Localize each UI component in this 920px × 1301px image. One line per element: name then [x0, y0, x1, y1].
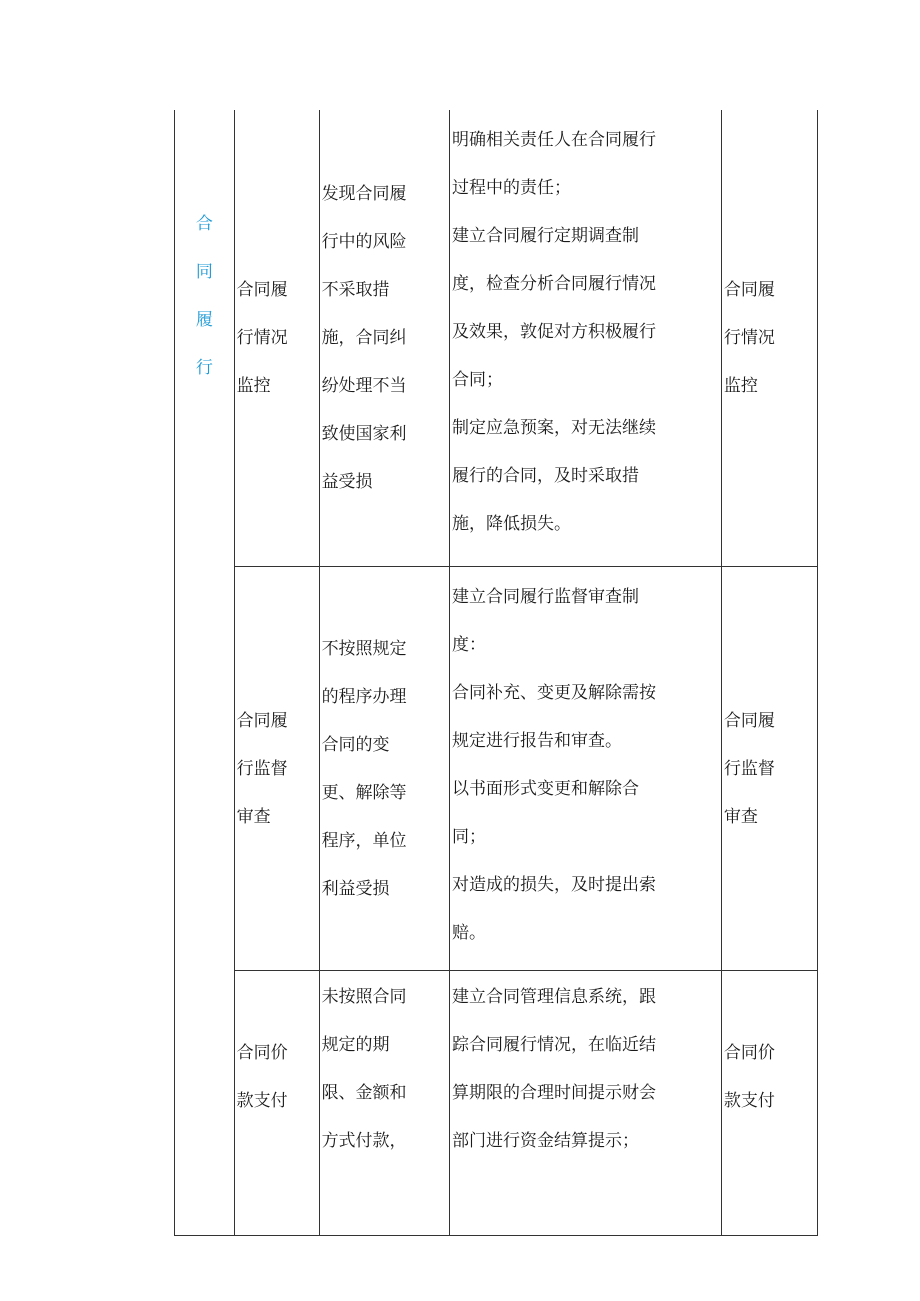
section-char: 行 [195, 358, 213, 378]
measures-cell: 建立合同管理信息系统，跟 踪合同履行情况，在临近结 算期限的合理时间提示财会 部门进行资金结算提示； [449, 971, 721, 1236]
reference-cell: 合同履 行情况 监控 [721, 110, 817, 567]
section-char: 履 [195, 310, 213, 330]
reference-cell: 合同履 行监督 审查 [721, 567, 817, 971]
risk-cell: 发现合同履 行中的风险 不采取措 施，合同纠 纷处理不当 致使国家利 益受损 [319, 110, 449, 567]
section-label [175, 110, 235, 1236]
control-point-cell: 合同价 款支付 [234, 971, 319, 1236]
table-row [175, 567, 818, 971]
table-row [175, 971, 818, 1236]
control-point-cell: 合同履 行情况 监控 [234, 110, 319, 567]
reference-cell: 合同价 款支付 [721, 971, 817, 1236]
risk-cell: 不按照规定 的程序办理 合同的变 更、解除等 程序，单位 利益受损 [319, 567, 449, 971]
section-char: 同 [195, 262, 213, 282]
measures-cell: 明确相关责任人在合同履行 过程中的责任； 建立合同履行定期调查制 度，检查分析合同履行情况 及效果，敦促对方积极履行 合同； 制定应急预案，对无法继续 履行的合同，及时采取措 施，降低损失。 [449, 110, 721, 567]
risk-cell: 未按照合同 规定的期 限、金额和 方式付款， [319, 971, 449, 1236]
contract-risk-table [174, 110, 818, 1236]
control-point-cell: 合同履 行监督 审查 [234, 567, 319, 971]
table-row [175, 110, 818, 567]
measures-cell: 建立合同履行监督审查制 度： 合同补充、变更及解除需按 规定进行报告和审查。 以书面形式变更和解除合 同； 对造成的损失，及时提出索 赔。 [449, 567, 721, 971]
section-char: 合 [195, 214, 213, 234]
